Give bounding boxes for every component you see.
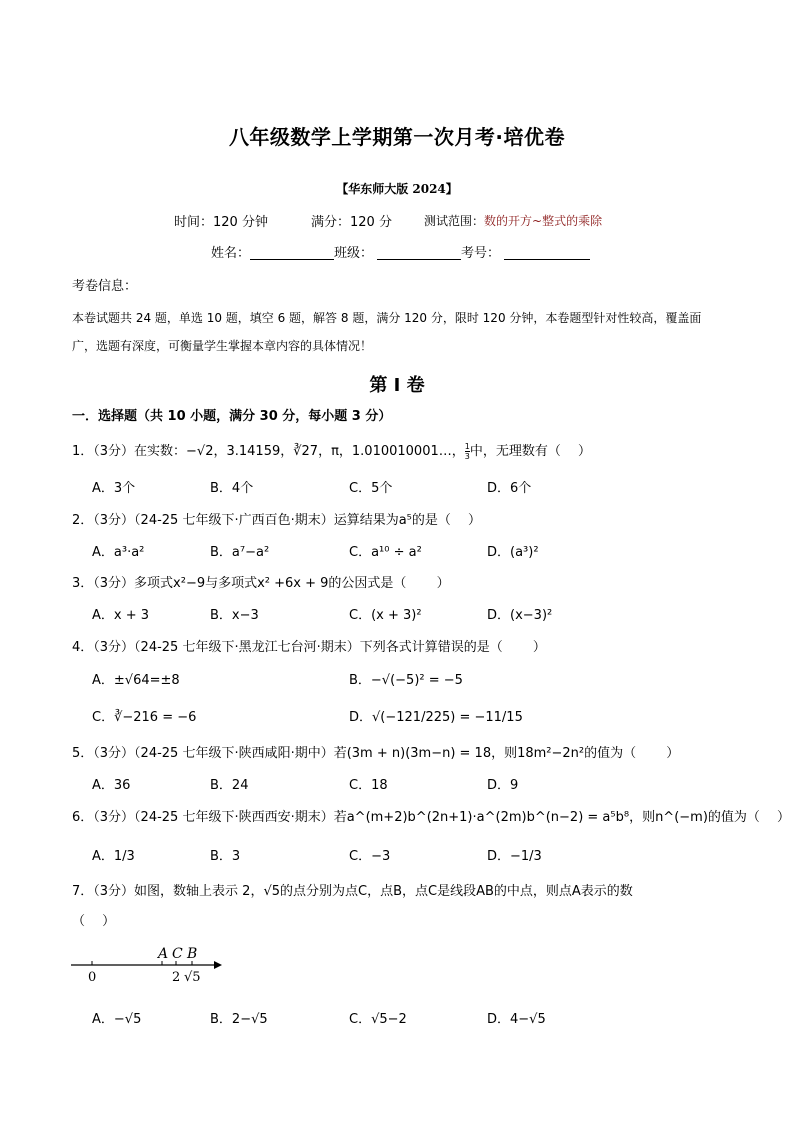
q1-stem-a: 1．（3分）在实数：−√2，3.14159，∛27，π，1.010010001…， — [72, 444, 465, 459]
q4-option-b[interactable]: B．−√(−5)² = −5 — [349, 673, 463, 688]
q1-fraction: $\frac{1}{3}$ — [464, 442, 470, 461]
question-2-stem: 2．（3分）（24-25 七年级下·广西百色·期末）运算结果为a⁵的是（ ） — [72, 513, 482, 528]
q3-option-c[interactable]: C．(x + 3)² — [349, 608, 422, 623]
question-7-stem: 7．（3分）如图，数轴上表示 2，√5的点分别为点C，点B，点C是线段AB的中点，则点A表示的数 — [72, 884, 633, 899]
q4-option-c[interactable]: C．∛−216 = −6 — [92, 710, 197, 725]
scope-value: 数的开方~整式的乘除 — [484, 214, 603, 228]
exam-scope — [424, 212, 602, 229]
tick-label-2: 2 — [172, 970, 181, 985]
q1-option-a[interactable]: A．3个 — [92, 481, 136, 496]
q4-option-a[interactable]: A．±√64=±8 — [92, 673, 180, 688]
class-blank[interactable] — [377, 245, 461, 260]
q2-option-c[interactable]: C．a¹⁰ ÷ a² — [349, 545, 422, 560]
q2-option-b[interactable]: B．a⁷−a² — [210, 545, 270, 560]
q3-option-d[interactable]: D．(x−3)² — [487, 608, 553, 623]
info-heading: 考卷信息： — [72, 279, 138, 294]
q5-option-a[interactable]: A．36 — [92, 778, 131, 793]
point-a-label: A — [158, 946, 169, 962]
number-line-arrow — [214, 961, 222, 969]
tick-label-0: 0 — [88, 970, 97, 985]
number-line-figure — [68, 940, 228, 988]
q1-option-c[interactable]: C．5个 — [349, 481, 393, 496]
q1-option-d[interactable]: D．6个 — [487, 481, 532, 496]
question-4-stem: 4．（3分）（24-25 七年级下·黑龙江七台河·期末）下列各式计算错误的是（ ） — [72, 640, 546, 655]
exam-time: 时间：120 分钟 — [174, 215, 268, 230]
q1-option-b[interactable]: B．4个 — [210, 481, 254, 496]
q3-option-b[interactable]: B．x−3 — [210, 608, 259, 623]
part-heading: 一．选择题（共 10 小题，满分 30 分，每小题 3 分） — [72, 409, 392, 424]
question-6-stem: 6．（3分）（24-25 七年级下·陕西西安·期末）若a^(m+2)b^(2n+1)·a^(2m)b^(n−2) = a⁵b⁸，则n^(−m)的值为（ ） — [72, 810, 791, 825]
q6-option-d[interactable]: D．−1/3 — [487, 849, 542, 864]
exam-score: 满分：120 分 — [311, 215, 392, 230]
question-5-stem: 5．（3分）（24-25 七年级下·陕西咸阳·期中）若(3m + n)(3m−n) = 18，则18m²−2n²的值为（ ） — [72, 746, 680, 761]
q6-option-b[interactable]: B．3 — [210, 849, 241, 864]
q5-option-c[interactable]: C．18 — [349, 778, 388, 793]
q7-option-d[interactable]: D．4−√5 — [487, 1012, 546, 1027]
q6-option-a[interactable]: A．1/3 — [92, 849, 135, 864]
q7-option-c[interactable]: C．√5−2 — [349, 1012, 407, 1027]
q5-option-b[interactable]: B．24 — [210, 778, 249, 793]
tick-label-sqrt5: √5 — [184, 970, 201, 985]
page-title: 八年级数学上学期第一次月考·培优卷 — [228, 125, 566, 149]
point-b-label: B — [187, 946, 198, 962]
scope-label: 测试范围： — [424, 214, 485, 228]
id-label: 考号： — [461, 246, 501, 261]
q4-option-d[interactable]: D．√(−121/225) = −11/15 — [349, 710, 523, 725]
q1-stem-b: 中，无理数有（ ） — [469, 444, 591, 459]
edition-label: 【华东师大版 2024】 — [336, 182, 458, 196]
q7-option-b[interactable]: B．2−√5 — [210, 1012, 268, 1027]
section-title: 第 I 卷 — [369, 375, 425, 396]
name-label: 姓名： — [211, 246, 251, 261]
q2-option-a[interactable]: A．a³·a² — [92, 545, 145, 560]
q6-option-c[interactable]: C．−3 — [349, 849, 391, 864]
point-c-label: C — [172, 946, 183, 962]
info-body: 本卷试题共 24 题，单选 10 题，填空 6 题，解答 8 题，满分 120 分，限时 120 分钟，本卷题型针对性较高，覆盖面广，选题有深度，可衡量学生掌握本章内容的具体情况！ — [72, 311, 702, 353]
q2-option-d[interactable]: D．(a³)² — [487, 545, 539, 560]
name-blank[interactable] — [250, 245, 334, 260]
q7-option-a[interactable]: A．−√5 — [92, 1012, 142, 1027]
question-1-stem — [72, 440, 591, 461]
student-info-row — [211, 242, 590, 261]
question-3-stem: 3．（3分）多项式x²−9与多项式x² +6x + 9的公因式是（ ） — [72, 576, 450, 591]
q3-option-a[interactable]: A．x + 3 — [92, 608, 150, 623]
q5-option-d[interactable]: D．9 — [487, 778, 519, 793]
id-blank[interactable] — [504, 245, 590, 260]
class-label: 班级： — [334, 246, 374, 261]
question-7-stem-cont: （ ） — [72, 914, 116, 929]
